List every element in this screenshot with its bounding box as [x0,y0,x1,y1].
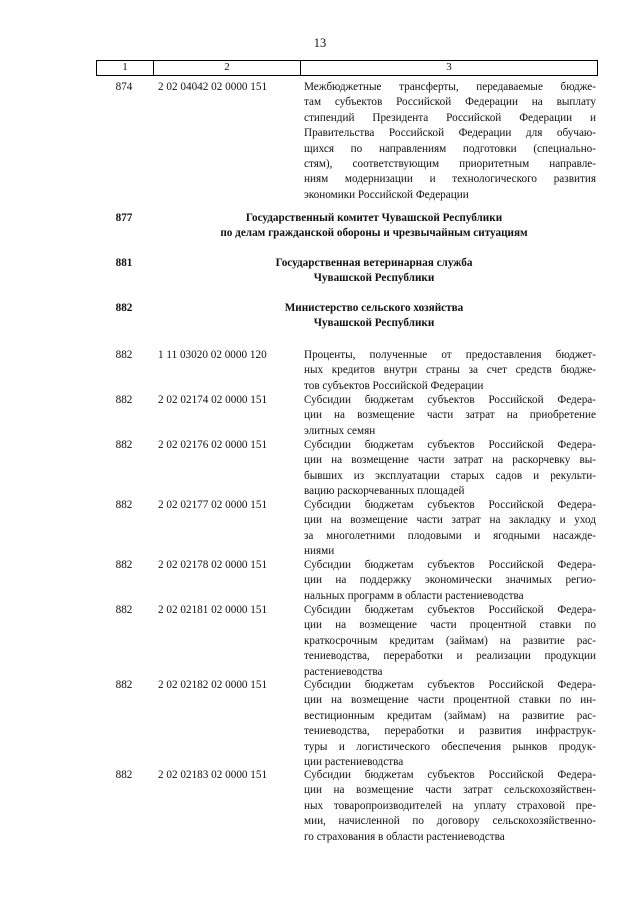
revenue-description [298,678,596,770]
org-title-line: Государственная ветеринарная служба [275,257,473,269]
table-row [96,438,596,500]
description-line: нальных программ в области растениеводства [304,589,524,602]
description-line: растениеводства [304,665,383,678]
admin-code: 882 [115,439,133,451]
description-line: Субсидии бюджетам субъектов Российской Федера- [304,394,596,406]
description-line: стям), соответствующим приоритетным направле- [304,158,596,171]
description-line: го страхования в области растениеводства [304,830,505,843]
org-title-line: по делам гражданской обороны и чрезвычайным ситуациям [220,227,528,240]
table-row [96,393,596,439]
revenue-description [298,348,596,394]
description-line: ных кредитов внутри страны за счет средств бюдже- [304,364,596,377]
org-title-line: Чувашской Республики [313,272,435,285]
budget-classification-code: 2 02 02181 02 0000 151 [158,604,268,616]
revenue-description [298,768,596,845]
description-line: ции на поддержку экономически значимых регио- [304,574,596,587]
org-title [152,301,596,332]
description-line: мии, начисленной по договору сельскохозяйственно- [304,815,596,828]
description-line: краткосрочным кредитам (займам) на развитие рас- [304,634,596,647]
org-code: 881 [115,257,133,269]
table-row [96,603,596,680]
description-line: экономики Российской Федерации [304,188,469,201]
revenue-description [298,558,596,604]
description-line: ниями [304,545,335,558]
org-heading-row [96,301,596,332]
revenue-description [298,498,596,560]
description-line: ции растениеводства [304,756,404,769]
table-row [96,768,596,845]
table-row [96,80,596,203]
budget-classification-code: 2 02 02174 02 0000 151 [158,394,268,406]
description-line: Субсидии бюджетам субъектов Российской Федера- [304,604,596,616]
admin-code: 882 [115,499,133,511]
revenue-description [298,438,596,500]
description-line: вацию раскорчеванных площадей [304,485,465,498]
description-line: Межбюджетные трансферты, передаваемые бюдже- [304,81,596,93]
table-row [96,678,596,770]
description-line: бывших из эксплуатации старых садов и рекульти- [304,469,596,482]
description-line: за многолетними плодовыми и ягодными насажде- [304,529,596,542]
description-line: Проценты, полученные от предоставления бюджет- [304,349,596,361]
org-heading-row [96,256,596,287]
table-row [96,348,596,394]
table-row [96,558,596,604]
description-line: туры и логистического обеспечения рынков продук- [304,740,596,753]
admin-code: 882 [115,394,133,406]
admin-code: 882 [115,604,133,616]
description-line: Субсидии бюджетам субъектов Российской Федера- [304,439,596,451]
description-line: ции на возмещение части затрат на закладку и уход [304,514,596,527]
table-row [96,498,596,560]
description-line: тов субъектов Российской Федерации [304,379,484,392]
description-line: ции на возмещение части процентной ставки по [304,619,596,632]
admin-code: 882 [115,679,133,691]
header-col-2: 2 [154,61,301,75]
description-line: ции на возмещение части затрат на раскорчевку вы- [304,454,596,467]
revenue-description [298,80,596,203]
admin-code: 882 [115,769,133,781]
budget-classification-code: 2 02 02182 02 0000 151 [158,679,268,691]
description-line: ции на возмещение части процентной ставки по ин- [304,694,596,707]
description-line: ции на возмещение части затрат на приобретение [304,409,596,422]
admin-code: 882 [115,559,133,571]
budget-classification-code: 1 11 03020 02 0000 120 [158,349,267,361]
description-line: Субсидии бюджетам субъектов Российской Федера- [304,499,596,511]
org-title-line: Чувашской Республики [313,317,435,330]
page-number: 13 [313,36,327,50]
org-title [152,256,596,287]
description-line: стипендий Президента Российской Федерации и [304,111,596,124]
org-title [152,211,596,242]
description-line: ных товаропроизводителей на уплату страховой пре- [304,799,596,812]
description-line: Субсидии бюджетам субъектов Российской Федера- [304,679,596,691]
org-code: 882 [115,302,133,314]
description-line: щихся по направлениям подготовки (специально- [304,142,596,155]
header-col-1: 1 [97,61,154,75]
description-line: там субъектов Российской Федерации на выплату [304,96,596,109]
org-heading-row [96,211,596,242]
header-col-3: 3 [446,61,452,73]
description-line: элитных семян [304,424,376,437]
revenue-description [298,603,596,680]
org-title-line: Государственный комитет Чувашской Республики [245,212,503,224]
budget-classification-code: 2 02 02183 02 0000 151 [158,769,268,781]
description-line: тениеводства, переработки и развития инфраструк- [304,725,596,738]
budget-classification-code: 2 02 02177 02 0000 151 [158,499,268,511]
description-line: Субсидии бюджетам субъектов Российской Федера- [304,559,596,571]
org-title-line: Министерство сельского хозяйства [284,302,464,314]
description-line: тениеводства, переработки и реализации продукции [304,650,596,663]
description-line: вестиционным кредитам (займам) на развитие рас- [304,709,596,722]
description-line: ции на возмещение части затрат сельскохозяйствен- [304,784,596,797]
budget-classification-code: 2 02 04042 02 0000 151 [158,81,268,93]
revenue-description [298,393,596,439]
description-line: Правительства Российской Федерации для обучаю- [304,127,596,140]
table-header [96,60,598,76]
admin-code: 874 [115,81,133,93]
org-code: 877 [115,212,133,224]
description-line: ниям модернизации и технологического развития [304,173,596,186]
admin-code: 882 [115,349,133,361]
description-line: Субсидии бюджетам субъектов Российской Федера- [304,769,596,781]
budget-classification-code: 2 02 02178 02 0000 151 [158,559,268,571]
budget-classification-code: 2 02 02176 02 0000 151 [158,439,268,451]
